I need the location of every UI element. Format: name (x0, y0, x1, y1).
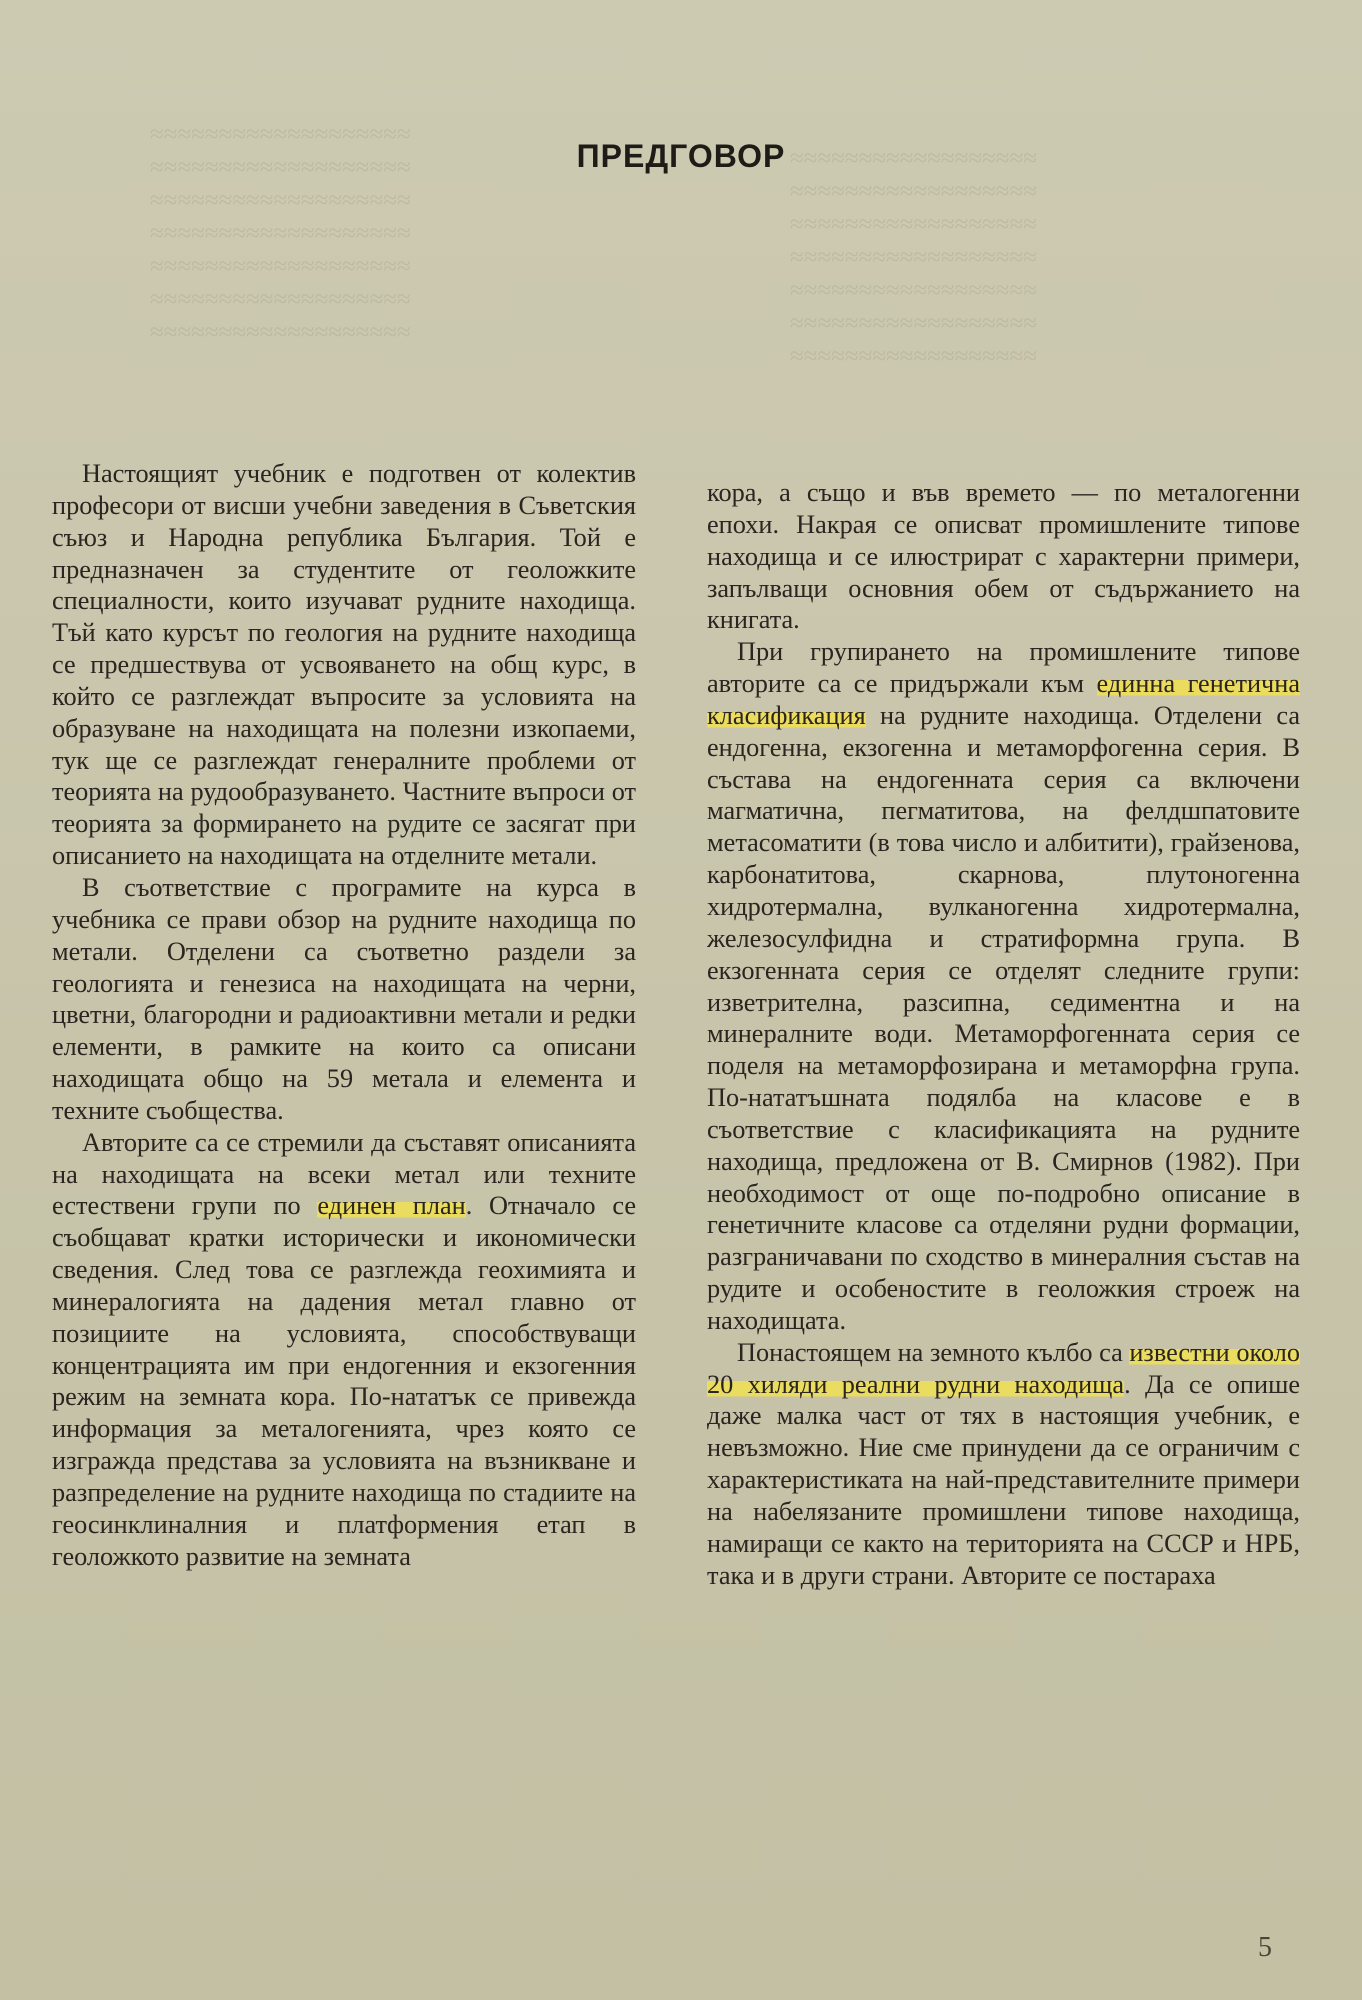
page-title: ПРЕДГОВОР (576, 138, 786, 174)
text-run: на рудните находища. Отделени са ендогенна, екзогенна и метаморфогенна серия. В състава на ендогенната серия са включени магматична, пегматитова, на фелдшпатовите метасоматити (в това число и албитити), грайзенова, карбонатитова, скарнова, плутоногенна хидротермална, вулканогенна хидротермална, железосулфидна и стратиформна група. В екзогенната серия се отделят следните групи: изветрителна, разсипна, седиментна и на минералните води. Метаморфогенната серия се поделя на метаморфозирана и метаморфна група. По-нататъшната подялба на класове е в съответствие с класификацията на рудните находища, предложена от В. Смирнов (1982). При необходимост от още по-подробно описание в генетичните класове са отделяни рудни формации, разграничавани по сходство в минералния състав на рудите и особеностите в геоложкия строеж на находищата. (707, 700, 1300, 1335)
right-column (707, 477, 1300, 1592)
paragraph (52, 1127, 636, 1573)
paragraph: Настоящият учебник е подготвен от колектив професори от висши учебни заведения в Съветския съюз и Народна република България. Той е предназначен за студентите от геоложките специалности, които изучават рудните находища. Тъй като курсът по геология на рудните находища се предшествува от усвояването на общ курс, в който се разглеждат въпросите за условията на образуване на находищата на полезни изкопаеми, тук ще се разглеждат генералните проблеми от теорията на рудообразуването. Частните въпроси от теорията за формирането на рудите се засягат при описанието на находищата на отделните метали. (52, 459, 636, 871)
bleed-through-text-left: ≈≈≈≈≈≈≈≈≈≈≈≈≈≈≈≈≈≈≈ ≈≈≈≈≈≈≈≈≈≈≈≈≈≈≈≈≈≈≈ ≈≈≈≈≈≈≈≈≈≈≈≈≈≈≈≈≈≈≈ ≈≈≈≈≈≈≈≈≈≈≈≈≈≈≈≈≈≈≈ ≈≈≈≈≈≈≈≈≈≈≈≈≈≈≈≈≈≈≈ ≈≈≈≈≈≈≈≈≈≈≈≈≈≈≈≈≈≈≈ ≈≈≈≈≈≈≈≈≈≈≈≈≈≈≈≈≈≈≈ (150, 121, 411, 346)
page-number: 5 (1258, 1932, 1272, 1963)
paragraph (707, 636, 1300, 1337)
text-run: При групирането на промишлените типове авторите са се придържали към (707, 637, 1300, 699)
text-run: Авторите са се стремили да съставят описанията на находищата на всеки метал или техните естествени групи по (52, 1127, 636, 1221)
text-run: . Да се опише даже малка част от тях в настоящия учебник, е невъзможно. Ние сме принудени да се ограничим с характеристиката на най-представителните примери на набелязаните промишлени типове находища, намиращи се както на територията на СССР и НРБ, така и в други страни. Авторите се постараха (707, 1369, 1300, 1590)
left-column (52, 458, 636, 1573)
bleed-through-text-right: ≈≈≈≈≈≈≈≈≈≈≈≈≈≈≈≈≈≈ ≈≈≈≈≈≈≈≈≈≈≈≈≈≈≈≈≈≈ ≈≈≈≈≈≈≈≈≈≈≈≈≈≈≈≈≈≈ ≈≈≈≈≈≈≈≈≈≈≈≈≈≈≈≈≈≈ ≈≈≈≈≈≈≈≈≈≈≈≈≈≈≈≈≈≈ ≈≈≈≈≈≈≈≈≈≈≈≈≈≈≈≈≈≈ ≈≈≈≈≈≈≈≈≈≈≈≈≈≈≈≈≈≈ (790, 145, 1037, 370)
paragraph (707, 1337, 1300, 1592)
text-run: . Отначало се съобщават кратки исторически и икономически сведения. След това се разглежда геохимията и минералогията на дадения метал главно от позициите на условията, способствуващи концентрацията им при ендогенния и екзогенния режим на земната кора. По-нататък се привежда информация за металогенията, чрез която се изгражда представа за условията на възникване и разпределение на рудните находища по стадиите на геосинклиналния и платформения етап в геоложкото развитие на земната (52, 1191, 636, 1571)
paragraph: В съответствие с програмите на курса в учебника се прави обзор на рудните находища по метали. Отделени са съответно раздели за геологията и генезиса на находищата на черни, цветни, благородни и радиоактивни метали и редки елементи, в рамките на които са описани находищата общо на 59 метала и елемента и техните съобщества. (52, 872, 636, 1125)
highlighted-text: единна генетична класификация (707, 669, 1301, 730)
paragraph: кора, а също и във времето — по металогенни епохи. Накрая се описват промишлените типове находища и се илюстрират с характерни примери, запълващи основния обем от съдържанието на книгата. (707, 478, 1300, 635)
highlighted-text: единен план (317, 1191, 466, 1221)
highlighted-text: известни около 20 хиляди реални рудни находища (707, 1337, 1300, 1399)
text-run: Понастоящем на земното кълбо са (737, 1337, 1130, 1367)
